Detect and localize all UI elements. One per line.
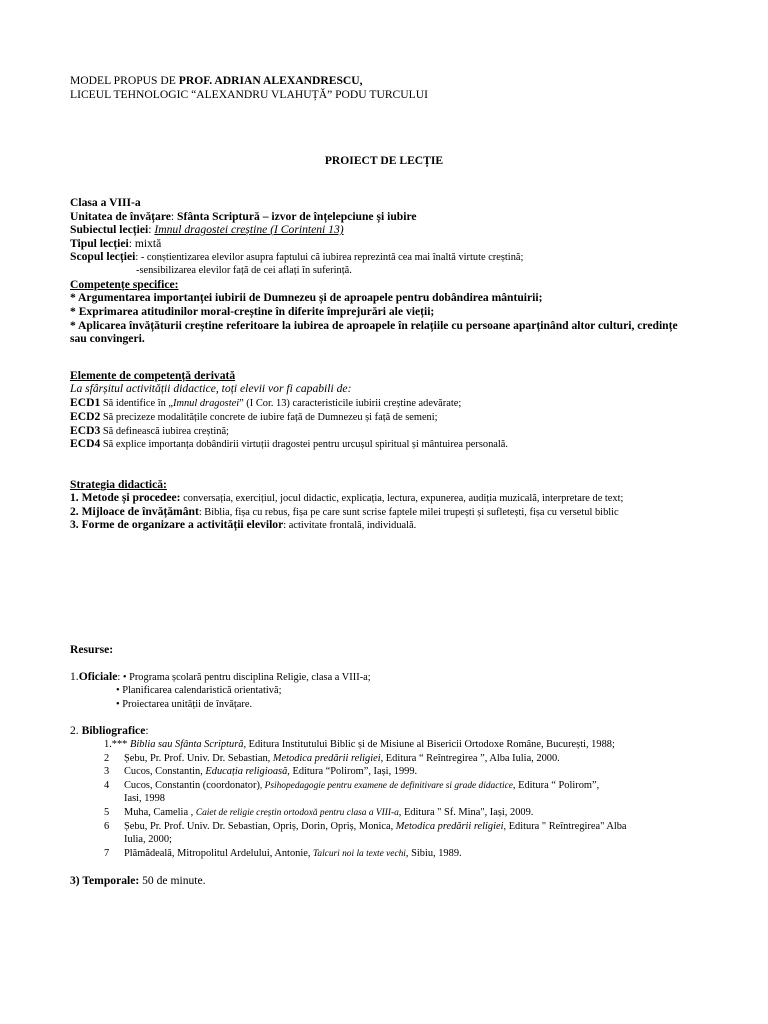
biblio-colon: : — [145, 724, 149, 737]
elemente-heading: Elemente de competență derivată — [70, 369, 236, 382]
ecd-item — [70, 437, 508, 451]
biblio-entry-title: Metodica predării religiei — [395, 821, 504, 832]
biblio-entry-cont: Iasi, 1998 — [124, 793, 165, 804]
ecd-item — [70, 424, 229, 438]
biblio-label: Bibliografice — [81, 724, 146, 737]
temporale-value: 50 de minute. — [139, 874, 206, 887]
ecd-code: ECD4 — [70, 437, 101, 450]
biblio-entry-title: Metodica predării religiei — [272, 753, 381, 764]
biblio-entry-rest: , Sibiu, 1989. — [405, 848, 462, 859]
subiect-sep: : — [148, 223, 155, 236]
temporale-line — [70, 874, 206, 887]
biblio-entry — [104, 806, 533, 820]
resurse-heading: Resurse: — [70, 643, 114, 656]
ecd-text: Să identifice în „ — [100, 398, 173, 409]
strategia-value: : activitate frontală, individuală. — [283, 520, 417, 531]
ecd-item — [70, 410, 438, 424]
tipul-line — [70, 237, 161, 250]
competenta-item-3: * Aplicarea învățăturii creștine referitoare la iubirea de aproapele în relațiile cu persoane aparținând altor culturi, credințe — [70, 319, 678, 332]
biblio-entry — [104, 847, 462, 861]
biblio-entry-author: Muha, Camelia , — [124, 807, 196, 818]
biblio-entry-author: Cucos, Constantin (coordonator) — [124, 780, 260, 791]
scopul-value-1: : - conștientizarea elevilor asupra faptului că iubirea reprezintă cea mai înaltă virtute creștină; — [135, 252, 524, 263]
biblio-entry-rest: , Editura " Reîntregirea" Alba — [503, 821, 627, 832]
oficiale-line — [70, 670, 371, 684]
ecd-text: Să explice importanța dobândirii virtuții dragostei pentru urcușul spiritual și mântuirea personală. — [100, 439, 509, 450]
ecd-code: ECD2 — [70, 410, 101, 423]
biblio-entry-author: Șebu, Pr. Prof. Univ. Dr. Sebastian, — [124, 753, 273, 764]
competenta-item-3-cont: sau convingeri. — [70, 332, 145, 345]
biblio-entry-num: 3 — [104, 766, 110, 777]
biblio-entry-num: 6 — [104, 821, 110, 832]
oficiale-num: 1. — [70, 670, 79, 683]
tipul-label: Tipul lecției — [70, 237, 129, 250]
biblio-entry-author: Cucos, Constantin, — [124, 766, 206, 777]
elemente-intro: La sfârșitul activității didactice, toți elevii vor fi capabili de: — [70, 382, 352, 395]
subiect-line — [70, 223, 344, 236]
biblio-entry — [104, 752, 560, 765]
biblio-line — [70, 724, 149, 737]
scopul-value-2: -sensibilizarea elevilor față de cei aflați în suferință. — [136, 265, 352, 276]
biblio-entry-num: 2 — [104, 753, 110, 764]
biblio-entry-author: Plămădeală, Mitropolitul Ardelului, Antonie, — [124, 848, 314, 859]
header-model-line — [70, 74, 363, 87]
ecd-text-italic: Imnul dragostei — [173, 398, 240, 409]
biblio-entry-author: Șebu, Pr. Prof. Univ. Dr. Sebastian, Opriș, Dorin, Opriș, Monica, — [124, 821, 396, 832]
biblio-entry-title: Talcuri noi la texte vechi — [313, 849, 406, 859]
biblio-entry-num: 1.*** — [104, 739, 128, 750]
ecd-text-end: ” (I Cor. 13) caracteristicile iubirii creștine adevărate; — [239, 398, 462, 409]
scopul-label: Scopul lecției — [70, 250, 136, 263]
ecd-text: Să definească iubirea creștină; — [100, 426, 229, 437]
strategia-label: 1. Metode și procedee: — [70, 491, 181, 504]
biblio-entry-title: , Psihopedagogie pentru examene de definitivare si grade didactice — [259, 781, 513, 791]
biblio-entry-cont: Iulia, 2000; — [124, 834, 172, 845]
ecd-code: ECD1 — [70, 396, 101, 409]
strategia-item — [70, 518, 416, 532]
subiect-value: Imnul dragostei creștine (I Corinteni 13) — [154, 223, 344, 236]
subiect-label: Subiectul lecției — [70, 223, 149, 236]
biblio-num: 2. — [70, 724, 82, 737]
clasa: Clasa a VIII-a — [70, 196, 141, 209]
biblio-entry — [104, 738, 615, 751]
biblio-entry-rest: , Editura “Polirom”, Iași, 1999. — [287, 766, 418, 777]
temporale-label: 3) Temporale: — [70, 874, 140, 887]
unitate-sep: : — [170, 210, 178, 223]
biblio-entry-title: Biblia sau Sfânta Scriptură — [130, 739, 244, 750]
unitate-label: Unitatea de învățare — [70, 210, 171, 223]
author-name: PROF. ADRIAN ALEXANDRESCU, — [178, 74, 363, 87]
model-prefix: MODEL PROPUS DE — [70, 74, 179, 87]
ecd-code: ECD3 — [70, 424, 101, 437]
oficiale-item: : • Programa școlară pentru disciplina Religie, clasa a VIII-a; — [117, 672, 371, 683]
strategia-value: conversația, exercițiul, jocul didactic, explicația, lectura, expunerea, audiția muzicală, interpretare de text; — [180, 493, 624, 504]
strategia-item — [70, 491, 623, 505]
unitate-line — [70, 210, 417, 223]
strategia-heading: Strategia didactică: — [70, 478, 167, 491]
biblio-entry-rest: , Editura “ Polirom”, — [512, 780, 600, 791]
biblio-entry-num: 5 — [104, 807, 110, 818]
tipul-value: : mixtă — [128, 237, 162, 250]
biblio-entry — [104, 765, 417, 778]
competente-heading: Competențe specifice: — [70, 278, 179, 291]
biblio-entry-rest: , Editura Institutului Biblic și de Misiune al Bisericii Ortodoxe Române, București, 1988; — [243, 739, 615, 750]
strategia-item — [70, 505, 619, 519]
unitate-value: Sfânta Scriptură – izvor de înțelepciune și iubire — [177, 210, 417, 223]
strategia-label: 2. Mijloace de învățământ — [70, 505, 199, 518]
scopul-line — [70, 250, 523, 264]
biblio-entry-num: 7 — [104, 848, 110, 859]
header-school: LICEUL TEHNOLOGIC “ALEXANDRU VLAHUȚĂ” PODU TURCULUI — [70, 88, 428, 101]
biblio-entry-rest: , Editura " Sf. Mina", Iași, 2009. — [398, 807, 534, 818]
oficiale-item: • Proiectarea unității de învățare. — [116, 699, 253, 710]
biblio-entry-num: 4 — [104, 780, 110, 791]
biblio-entry — [104, 820, 627, 833]
oficiale-label: Oficiale — [78, 670, 118, 683]
strategia-label: 3. Forme de organizare a activității elevilor — [70, 518, 284, 531]
competenta-item-1: * Argumentarea importanței iubirii de Dumnezeu și de aproapele pentru dobândirea mântuirii; — [70, 291, 543, 304]
biblio-entry-title: Educația religioasă — [205, 766, 288, 777]
page-title: PROIECT DE LECȚIE — [324, 154, 444, 167]
oficiale-item: • Planificarea calendaristică orientativă; — [116, 685, 282, 696]
biblio-entry-title: Caiet de religie creștin ortodoxă pentru clasa a VIII-a — [195, 808, 399, 818]
competenta-item-2: * Exprimarea atitudinilor moral-creștine în diferite împrejurări ale vieții; — [70, 305, 435, 318]
ecd-text: Să precizeze modalitățile concrete de iubire față de Dumnezeu și față de semeni; — [100, 412, 438, 423]
strategia-value: : Biblia, fișa cu rebus, fișa pe care sunt scrise faptele milei trupești și sufletești, fișa cu versetul biblic — [198, 507, 619, 518]
biblio-entry-rest: , Editura “ Reîntregirea ”, Alba Iulia, 2000. — [380, 753, 560, 764]
ecd-item — [70, 396, 461, 410]
biblio-entry — [104, 779, 599, 793]
